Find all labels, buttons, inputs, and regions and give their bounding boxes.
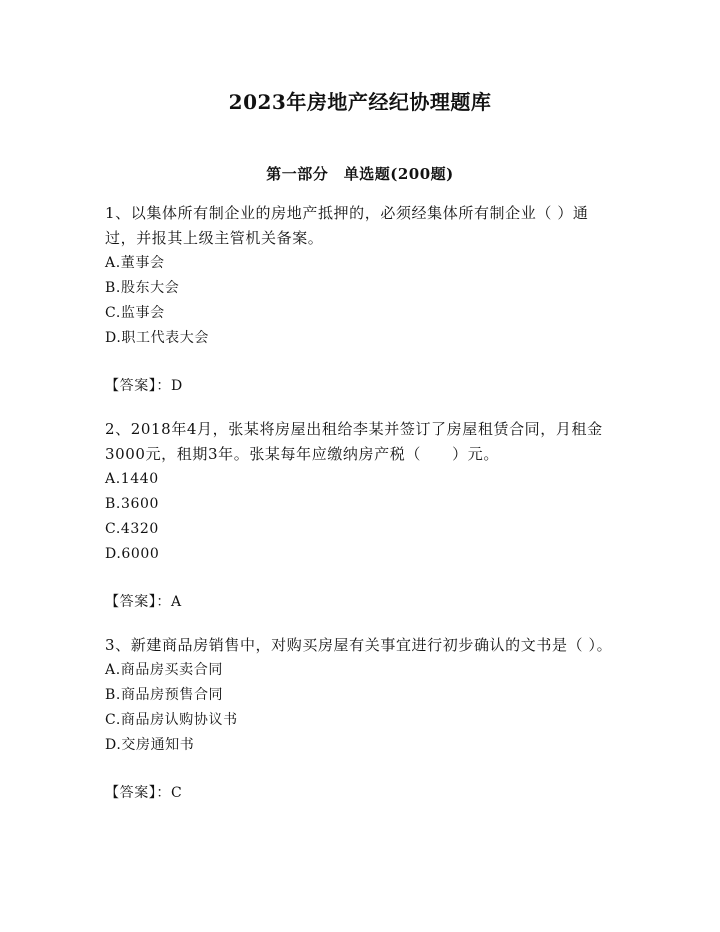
question-list bbox=[105, 201, 615, 824]
option-c: C.监事会 bbox=[105, 305, 165, 321]
question-text: 2、2018年4月，张某将房屋出租给李某并签订了房屋租赁合同，月租金3000元，租期3年。张某每年应缴纳房产税（ ）元。 bbox=[105, 420, 603, 463]
option-c: C.4320 bbox=[105, 521, 159, 537]
option-d: D.6000 bbox=[105, 546, 160, 562]
option-d: D.职工代表大会 bbox=[105, 330, 209, 346]
answer: 【答案】：D bbox=[105, 378, 183, 394]
option-c: C.商品房认购协议书 bbox=[105, 712, 238, 728]
document-title: 2023年房地产经纪协理题库 bbox=[228, 90, 492, 114]
section-title: 第一部分 单选题(200题) bbox=[266, 165, 454, 183]
answer: 【答案】：A bbox=[105, 594, 182, 610]
option-a: A.董事会 bbox=[105, 255, 165, 271]
question-3 bbox=[105, 633, 615, 806]
option-b: B.股东大会 bbox=[105, 280, 180, 296]
question-2 bbox=[105, 417, 615, 615]
option-a: A.1440 bbox=[105, 471, 159, 487]
option-b: B.3600 bbox=[105, 496, 159, 512]
option-a: A.商品房买卖合同 bbox=[105, 662, 223, 678]
question-text: 3、新建商品房销售中，对购买房屋有关事宜进行初步确认的文书是（ ）。 bbox=[105, 636, 613, 654]
question-1 bbox=[105, 201, 615, 399]
question-text: 1、以集体所有制企业的房地产抵押的，必须经集体所有制企业（ ）通过，并报其上级主管机关备案。 bbox=[105, 204, 589, 247]
answer: 【答案】：C bbox=[105, 785, 183, 801]
option-b: B.商品房预售合同 bbox=[105, 687, 224, 703]
option-d: D.交房通知书 bbox=[105, 737, 195, 753]
